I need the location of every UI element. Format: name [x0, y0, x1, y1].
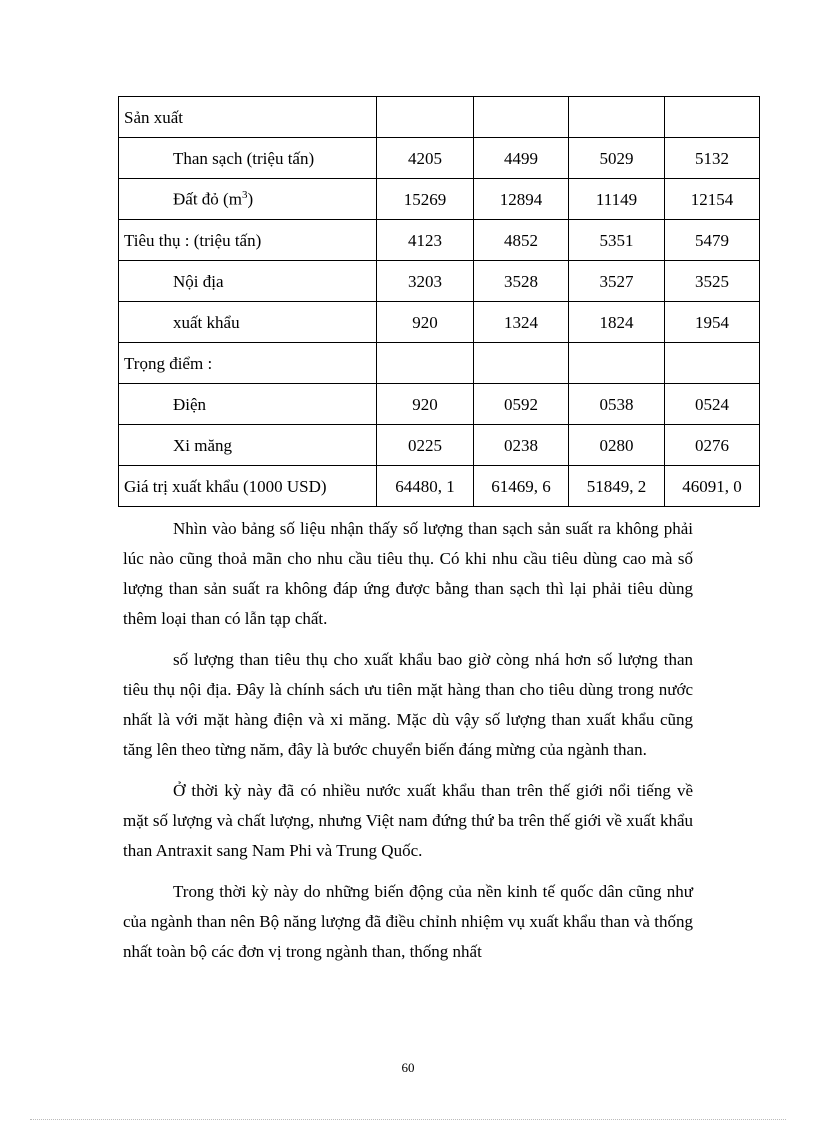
- table-cell: 1324: [474, 302, 569, 343]
- table-cell: [474, 343, 569, 384]
- page-number: 60: [401, 1060, 415, 1075]
- row-label-text: Đất đỏ (m: [173, 189, 242, 209]
- table-cell: [377, 97, 474, 138]
- table-cell: 0524: [665, 384, 760, 425]
- paragraph: Nhìn vào bảng số liệu nhận thấy số lượng than sạch sản suất ra không phải lúc nào cũng thoả mãn cho nhu cầu tiêu thụ. Có khi nhu cầu tiêu dùng cao mà số lượng than sản suất ra không đáp ứng được bằng than sạch thì lại phải tiêu dùng thêm loại than có lẫn tạp chất.: [123, 519, 693, 628]
- table-row: [119, 179, 760, 220]
- row-label-tail: ): [247, 189, 254, 209]
- table-cell: 15269: [377, 179, 474, 220]
- table-cell: 12894: [474, 179, 569, 220]
- table-cell: 4852: [474, 220, 569, 261]
- table-cell: 5029: [569, 138, 665, 179]
- table-row: [119, 97, 760, 138]
- row-label: Than sạch (triệu tấn): [119, 138, 377, 179]
- superscript: 3: [241, 189, 248, 202]
- table-cell: 4205: [377, 138, 474, 179]
- row-label: Nội địa: [119, 261, 377, 302]
- table-cell: 51849, 2: [569, 466, 665, 507]
- row-label: Xi măng: [119, 425, 377, 466]
- table-cell: 64480, 1: [377, 466, 474, 507]
- table-cell: [665, 97, 760, 138]
- table-cell: 3528: [474, 261, 569, 302]
- paragraph: số lượng than tiêu thụ cho xuất khẩu bao giờ còng nhá hơn số lượng than tiêu thụ nội địa. Đây là chính sách ưu tiên mặt hàng than cho tiêu dùng trong nước nhất là với mặt hàng điện và xi măng. Mặc dù vậy số lượng than xuất khẩu cũng tăng lên theo từng năm, đây là bước chuyển biến đáng mừng của ngành than.: [123, 650, 693, 759]
- paragraph: Trong thời kỳ này do những biến động của nền kinh tế quốc dân cũng như của ngành than nên Bộ năng lượng đã điều chỉnh nhiệm vụ xuất khẩu than và thống nhất toàn bộ các đơn vị trong ngành than, thống nhất: [123, 882, 693, 961]
- table-cell: 3203: [377, 261, 474, 302]
- table-row: [119, 425, 760, 466]
- table-row: [119, 138, 760, 179]
- table-row: [119, 343, 760, 384]
- table-cell: 4499: [474, 138, 569, 179]
- table-cell: 5351: [569, 220, 665, 261]
- table-cell: 3527: [569, 261, 665, 302]
- table-cell: 0276: [665, 425, 760, 466]
- row-label: Điện: [119, 384, 377, 425]
- row-label: Sản xuất: [119, 97, 377, 138]
- paragraph: Ở thời kỳ này đã có nhiều nước xuất khẩu than trên thế giới nổi tiếng về mặt số lượng và chất lượng, nhưng Việt nam đứng thứ ba trên thế giới về xuất khẩu than Antraxit sang Nam Phi và Trung Quốc.: [123, 781, 693, 860]
- table-cell: 5479: [665, 220, 760, 261]
- table-cell: [377, 343, 474, 384]
- table-cell: [474, 97, 569, 138]
- coal-statistics-table: [118, 96, 760, 507]
- table-cell: 0280: [569, 425, 665, 466]
- row-label: Giá trị xuất khẩu (1000 USD): [119, 466, 377, 507]
- row-label: Tiêu thụ : (triệu tấn): [119, 220, 377, 261]
- table-cell: 0225: [377, 425, 474, 466]
- footer-divider: [30, 1119, 786, 1120]
- table-cell: 12154: [665, 179, 760, 220]
- table-row: [119, 384, 760, 425]
- table-cell: 920: [377, 302, 474, 343]
- body-text: [123, 514, 693, 978]
- table-cell: [569, 343, 665, 384]
- row-label: Trọng điểm :: [119, 343, 377, 384]
- table-cell: 0538: [569, 384, 665, 425]
- table-row: [119, 220, 760, 261]
- table-cell: 61469, 6: [474, 466, 569, 507]
- row-label: [119, 179, 377, 220]
- table-cell: 46091, 0: [665, 466, 760, 507]
- table-cell: [569, 97, 665, 138]
- table-cell: 5132: [665, 138, 760, 179]
- table-cell: 1824: [569, 302, 665, 343]
- table-cell: [665, 343, 760, 384]
- table-row: [119, 302, 760, 343]
- table-cell: 11149: [569, 179, 665, 220]
- table-row: [119, 261, 760, 302]
- table-cell: 4123: [377, 220, 474, 261]
- row-label: xuất khẩu: [119, 302, 377, 343]
- table-cell: 3525: [665, 261, 760, 302]
- table-cell: 920: [377, 384, 474, 425]
- table-cell: 0238: [474, 425, 569, 466]
- table-cell: 1954: [665, 302, 760, 343]
- table-body: [119, 97, 760, 507]
- table-cell: 0592: [474, 384, 569, 425]
- table-row: [119, 466, 760, 507]
